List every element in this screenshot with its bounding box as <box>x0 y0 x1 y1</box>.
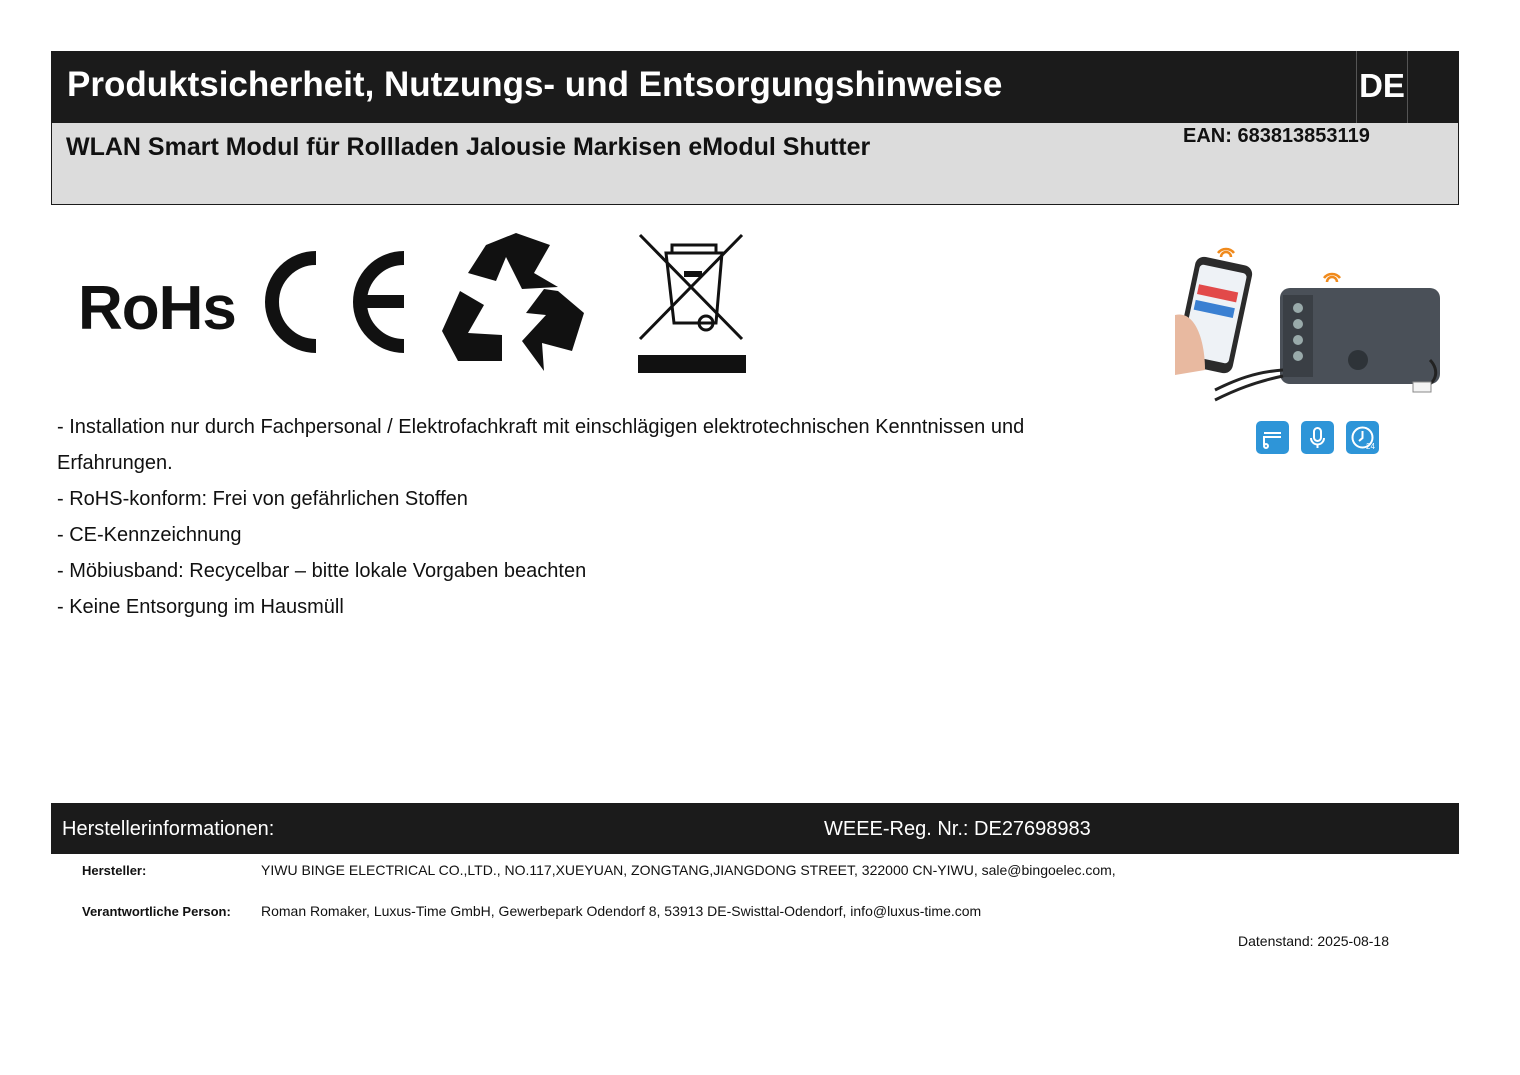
voice-control-icon <box>1301 421 1334 454</box>
product-bar <box>51 123 1459 205</box>
list-item: - Keine Entsorgung im Hausmüll <box>57 596 344 618</box>
person-value: Roman Romaker, Luxus-Time GmbH, Gewerbepark Odendorf 8, 53913 DE-Swisttal-Odendorf, info@luxus-time.com <box>261 903 982 919</box>
ean-code: EAN: 683813853119 <box>1183 125 1370 147</box>
weee-registration: WEEE-Reg. Nr.: DE27698983 <box>824 818 1091 840</box>
recycling-icon <box>438 231 588 376</box>
product-name: WLAN Smart Modul für Rollladen Jalousie Markisen eModul Shutter <box>66 133 871 161</box>
list-item: - Möbiusband: Recycelbar – bitte lokale Vorgaben beachten <box>57 560 587 582</box>
manufacturer-bar <box>51 803 1459 854</box>
header-bar <box>51 51 1459 123</box>
list-item: - CE-Kennzeichnung <box>57 524 242 546</box>
list-item: - RoHS-konform: Frei von gefährlichen Stoffen <box>57 488 468 510</box>
weee-crossed-bin-icon <box>636 231 748 373</box>
language-code: DE <box>1356 51 1408 123</box>
compliance-icons <box>60 225 780 385</box>
timer-24h-icon <box>1346 421 1379 454</box>
svg-text:24: 24 <box>1366 442 1375 451</box>
manufacturer-section-label: Herstellerinformationen: <box>62 818 275 840</box>
safety-notes <box>57 409 1077 625</box>
list-item: - Installation nur durch Fachpersonal / Elektrofachkraft mit einschlägigen elektrotechnischen Kenntnissen und Erfahrungen. <box>57 416 1025 474</box>
hersteller-value: YIWU BINGE ELECTRICAL CO.,LTD., NO.117,XUEYUAN, ZONGTANG,JIANGDONG STREET, 322000 CN-YIWU, sale@bingoelec.com, <box>261 862 1116 878</box>
page-title: Produktsicherheit, Nutzungs- und Entsorgungshinweise <box>67 65 1003 104</box>
hersteller-label: Hersteller: <box>82 863 147 878</box>
product-photo <box>1175 240 1450 405</box>
person-label: Verantwortliche Person: <box>82 904 231 919</box>
ce-mark-icon <box>258 250 408 355</box>
data-date: Datenstand: 2025-08-18 <box>1238 933 1389 949</box>
rohs-logo: RoHs <box>78 274 236 343</box>
app-control-icon <box>1256 421 1289 454</box>
